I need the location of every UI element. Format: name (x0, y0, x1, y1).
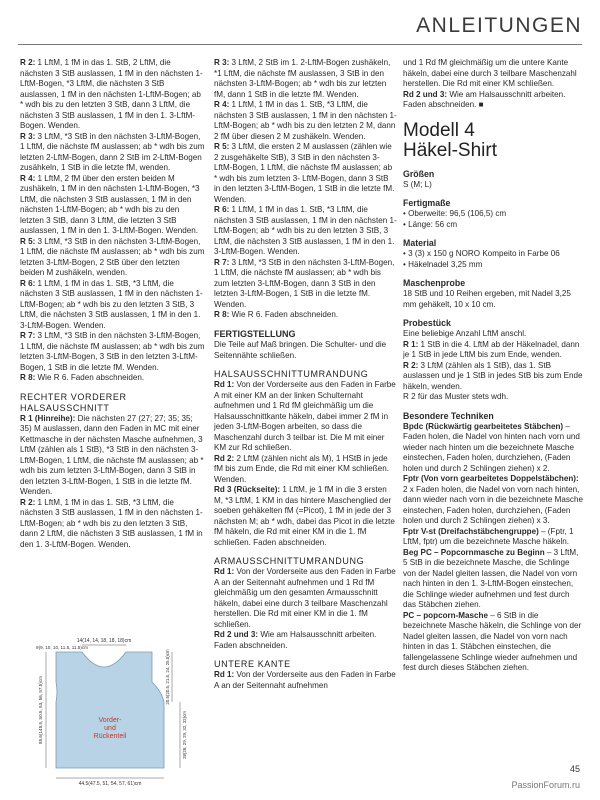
page-header (0, 0, 600, 52)
subheading: Probestück (403, 318, 451, 328)
model-title: Modell 4 Häkel-Shirt (403, 119, 497, 161)
subheading: Maschenprobe (403, 278, 466, 288)
section-heading: ARMAUSSCHNITTUMRANDUNG (214, 556, 365, 566)
row-instruction: R 8: Wie R 6. Faden abschneiden. (214, 310, 339, 319)
round-instruction: Rd 3 (Rückseite): 1 LftM, je 1 fM in die 3 ersten M, *3 LftM, 1 KM in das hintere Maschenglied der soeben gehäkelten fM (=Picot), 1 fM in jede der 3 nächsten M; ab * wdh, dabei das Picot in die letzte fM häkeln, die Rd mit einer KM in die 1. fM schließen. Faden abschneiden. (214, 485, 395, 547)
column-1 (20, 58, 205, 550)
row-instruction: R 2: 1 LftM, 1 fM in das 1. StB, *3 LftM, die nächsten 3 StB auslassen, 1 fM in den nächsten 1-LftM-Bogen; ab * wdh bis zu den letzten 3 StB, dann 2 LftM, die nächsten 3 StB auslassen, 1 fM in den 1. 3-LftM-Bogen. Wenden. (20, 497, 203, 549)
row-instruction: R 4: 1 LftM, 1 fM in das 1. StB, *3 LftM, die nächsten 3 StB auslassen, 1 fM in den nächsten 1-LftM-Bogen; ab * wdh bis zu den letzten 2 M, dann 2 fM über diesen 2 M zushäkeln. Wenden. (214, 100, 397, 141)
section-heading: RECHTER VORDERER HALSAUSSCHNITT (20, 391, 127, 413)
row-instruction: R 5: 3 LftM, die ersten 2 M auslassen (zählen wie 2 zusgehäkelte StB), 3 StB in den nächsten 3-LftM-Bogen, 1 LftM, die nächste fM auslassen; ab * wdh bis zum letzten 3- LftM-Bogen, dann 3 StB in den letzten 3-LftM-Bogen, 1 StB in die letzte fM. Wenden. (214, 142, 395, 204)
paragraph: S (M; L) (403, 179, 432, 189)
row-instruction: R 6: 1 LftM, 1 fM in das 1. StB, *3 LftM, die nächsten 3 StB auslassen, 1 fM in den nächsten 1-LftM-Bogen; ab * wdh bis zu den letzten 3 StB, 3 LftM, die nächsten 3 StB auslassen, 1 fM in den 1. 3-LftM-Bogen. Wenden. (214, 205, 397, 256)
technique: Fptr V-st (Dreifachstäbchengruppe) – (Fptr, 1 LftM, fptr) um die bezeichnete Masche häkeln. (403, 526, 574, 546)
row-instruction: R 6: 1 LftM, 1 fM in das 1. StB, *3 LftM, die nächsten 3 StB auslassen, 1 fM in den nächsten 1-LftM-Bogen; ab * wdh bis zu den letzten 3 StB, 3 LftM, die nächsten 3 StB auslassen, 1 fM in den 1. 3-LftM-Bogen. Wenden. (20, 278, 203, 330)
paragraph: Die Teile auf Maß bringen. Die Schulter- und die Seitennähte schließen. (214, 340, 387, 360)
technique: Bpdc (Rückwärtig gearbeitetes Stäbchen) – Faden holen, die Nadel von hinten nach vorn und wieder nach hinten um die bezeichnete Masche einstechen, Faden holen, durchziehen, (Faden holen und durch 2 Schlingen ziehen) x 2. (403, 421, 580, 473)
row-instruction: R 8: Wie R 6. Faden abschneiden. (20, 373, 145, 382)
row-instruction: R 5: 3 LftM, *3 StB in den nächsten 3-LftM-Bogen, 1 LftM, die nächste fM auslassen; ab * wdh bis zum letzten 3-LftM-Bogen, 2 StB über den letzten beiden M zushäkeln, wenden. (20, 236, 205, 277)
garment-schematic (22, 636, 202, 786)
row-instruction: R 4: 1 LftM, 2 fM über den ersten beiden M zushäkeln, 1 fM in den nächsten 1-LftM-Bogen, *3 LftM, die nächsten 3 StB auslassen, 1 fM in den nächsten 1-LftM-Bogen; ab * wdh bis zu den letzten 3 StB, dann 3 LftM, die letzten 3 StB auslassen, 1 fM in den 1. 3-LftM-Bogen. Wenden. (20, 173, 200, 235)
technique: Fptr (Von vorn gearbeitetes Doppelstäbchen): 2 x Faden holen, die Nadel von vorn nach hinten, dann wieder nach vorn in die bezeichnete Masche einstechen, Faden holen, durchziehen, (Faden holen und durch 2 Schlingen ziehen) x 3. (403, 474, 583, 525)
page-number: 45 (569, 764, 580, 774)
section-title: ANLEITUNGEN (416, 14, 582, 37)
row-instruction: R 7: 3 LftM, *3 StB in den nächsten 3-LftM-Bogen, 1 LftM, die nächste fM auslassen; ab * wdh bis zum letzten 3-LftM-Bogen, dann 3 StB in den letzten 3-LftM-Bogen, 1 StB in die letzte fM. Wenden. (214, 257, 395, 309)
row-instruction: R 1 (Hinreihe): Die nächsten 27 (27; 27; 35; 35; 35) M auslassen, dann den Faden in MC mit einer Kettmasche in der nächsten Masche aufnehmen, 3 LftM (zählen als 1 StB), *3 StB in den nächsten 3-LftM-Bogen, 1 LftM, die nächste fM auslassen; ab * wdh bis zum letzten 3-LftM-Bogen, dann 3 StB in den letzten 3-LftM-Bogen, 1 StB in die letzte fM. Wenden. (20, 413, 204, 496)
paragraph: Eine beliebige Anzahl LftM anschl. (403, 329, 527, 338)
dim-bottom-label: 44.5(47.5, 51, 54, 57, 61)cm (78, 781, 142, 786)
piece-label: und (104, 725, 116, 732)
row-instruction: R 2: 3 LftM (zählen als 1 StB), das 1. StB auslassen und je 1 StB in jedes StB bis zum Ende häkeln, wenden. (403, 360, 583, 391)
list-item: • Häkelnadel 3,25 mm (403, 260, 583, 271)
column-3 (403, 58, 583, 674)
paragraph: 18 StB und 10 Reihen ergeben, mit Nadel 3,25 mm gehäkelt, 10 x 10 cm. (403, 289, 571, 309)
round-instruction: Rd 1: Von der Vorderseite aus den Faden in Farbe A an der Seitennaht aufnehmen und 1 Rd fM gleichmäßig um den gesamten Armausschnitt häkeln, dabei eine durch 3 teilbare Maschenzahl herstellen. Die Rd mit einer KM in die 1. fM schließen. (214, 567, 396, 629)
paragraph: R 2 für das Muster stets wdh. (403, 392, 509, 401)
section-heading: UNTERE KANTE (214, 659, 291, 669)
row-instruction: R 1: 1 StB in die 4. LftM ab der Häkelnadel, dann je 1 StB in jede LftM bis zum Ende, wenden. (403, 339, 580, 359)
piece-label: Rückenteil (93, 733, 127, 740)
list-item: • Länge: 56 cm (403, 220, 583, 231)
dim-left-total-label: 85.6(148.5, 50.5, 53, 56, 57.5)cm (38, 676, 43, 744)
subheading: Größen (403, 168, 435, 179)
dim-left-top-label: 9(9, 10, 10, 11.5, 11.5)cm (36, 645, 88, 650)
site-watermark: PassionForum.ru (511, 780, 580, 790)
dim-top-label: 14(14, 14, 18, 18, 18)cm (76, 638, 132, 644)
technique: PC – popcorn-Masche – 6 StB in die bezeichnete Masche häkeln, die Schlinge von der Nadel gleiten lassen, die Nadel von vorn nach hinten in das 1. Stäbchen einstechen, die fallengelassene Schlinge wieder aufnehmen und fest durch dieses Stäbchen ziehen. (403, 610, 582, 672)
piece-label: Vorder- (98, 717, 122, 724)
section-heading: FERTIGSTELLUNG (214, 328, 296, 339)
round-instruction: Rd 2 und 3: Wie am Halsausschnitt arbeiten. Faden abschneiden. (214, 630, 377, 650)
list-item: • Oberweite: 96,5 (106,5) cm (403, 209, 583, 220)
round-instruction: Rd 1: Von der Vorderseite aus den Faden in Farbe A an der Seitennaht aufnehmen (214, 670, 396, 690)
dim-armhole-label: 20.5(20.5, 21.5, 24, 25.5)cm (165, 649, 170, 705)
row-instruction: R 2: 1 LftM, 1 fM in das 1. StB, 2 LftM, die nächsten 3 StB auslassen, 1 fM in den nächsten 1-LftM-Bogen, *3 LftM, die nächsten 3 StB auslassen, 1 fM in den nächsten 1-LftM-Bogen; ab * wdh bis zu den letzten 3 StB, dann 3 LftM, die nächsten 3 StB auslassen, 1 fM in den 1. 3-LftM-Bogen. Wenden. (20, 58, 203, 130)
row-instruction: R 3: 3 LftM, *3 StB in den nächsten 3-LftM-Bogen, 1 LftM, die nächste fM auslassen; ab * wdh bis zum letzten 2-LftM-Bogen, dann 2 StB im 2-LftM-Bogen zusähkeln, 1 StB in die letzte fM, wenden. (20, 131, 205, 172)
subheading: Material (403, 238, 437, 248)
round-instruction: Rd 2: 2 LftM (zählen nicht als M), 1 HStB in jede fM bis zum Ende, die Rd mit einer KM schließen. Wenden. (214, 453, 389, 484)
garment-shape (56, 652, 164, 768)
row-instruction: R 7: 3 LftM, *3 StB in den nächsten 3-LftM-Bogen, 1 LftM, die nächste fM auslassen; ab * wdh bis zum letzten 3-LftM-Bogen, 3 StB in den letzten 3-LftM-Bogen, 1 StB in die letzte fM. Wenden. (20, 331, 205, 372)
subheading: Fertigmaße (403, 198, 451, 208)
round-instruction: Rd 2 und 3: Wie am Halsausschnitt arbeiten. Faden abschneiden. ■ (403, 89, 566, 109)
list-item: • 3 (3) x 150 g NORO Kompeito in Farbe 06 (403, 249, 583, 260)
technique: Beg PC – Popcornmasche zu Beginn – 3 LftM, 5 StB in die bezeichnete Masche, die Schlinge von der Nadel gleiten lassen, die Nadel von vorn nach hinten in den 1. 3-LftM-Bogen einstechen, die Schlinge wieder aufnehmen und fest durch das Stäbchen ziehen. (403, 547, 579, 609)
column-2 (214, 58, 397, 691)
section-heading: HALSAUSSCHNITTUMRANDUNG (214, 369, 369, 379)
round-instruction: Rd 1: Von der Vorderseite aus den Faden in Farbe A mit einer KM an der linken Schulternaht aufnehmen und 1 Rd fM gleichmäßig um die Halsausschnittkante häkeln, dabei immer 2 fM in jeden 3-LftM-Bogen arbeiten, so dass die Maschenzahl durch 3 teilbar ist. Die M mit einer KM zur Rd schließen. (214, 380, 396, 452)
subheading: Besondere Techniken (403, 410, 494, 421)
row-instruction: R 3: 3 LftM, 2 StB im 1. 2-LftM-Bogen zushäkeln, *1 LftM, die nächste fM auslassen, 3 StB in den nächsten 3-LftM-Bogen; ab * wdh bis zur letzten fM, dann 1 StB in die letzte fM. Wenden. (214, 58, 391, 99)
dim-lower-label: 28(28, 29, 29, 32, 32)cm (182, 711, 187, 759)
header-divider (18, 44, 582, 45)
paragraph: und 1 Rd fM gleichmäßig um die untere Kante häkeln, dabei eine durch 3 teilbare Maschenzahl herstellen. Die Rd mit einer KM schließen. (403, 58, 577, 88)
